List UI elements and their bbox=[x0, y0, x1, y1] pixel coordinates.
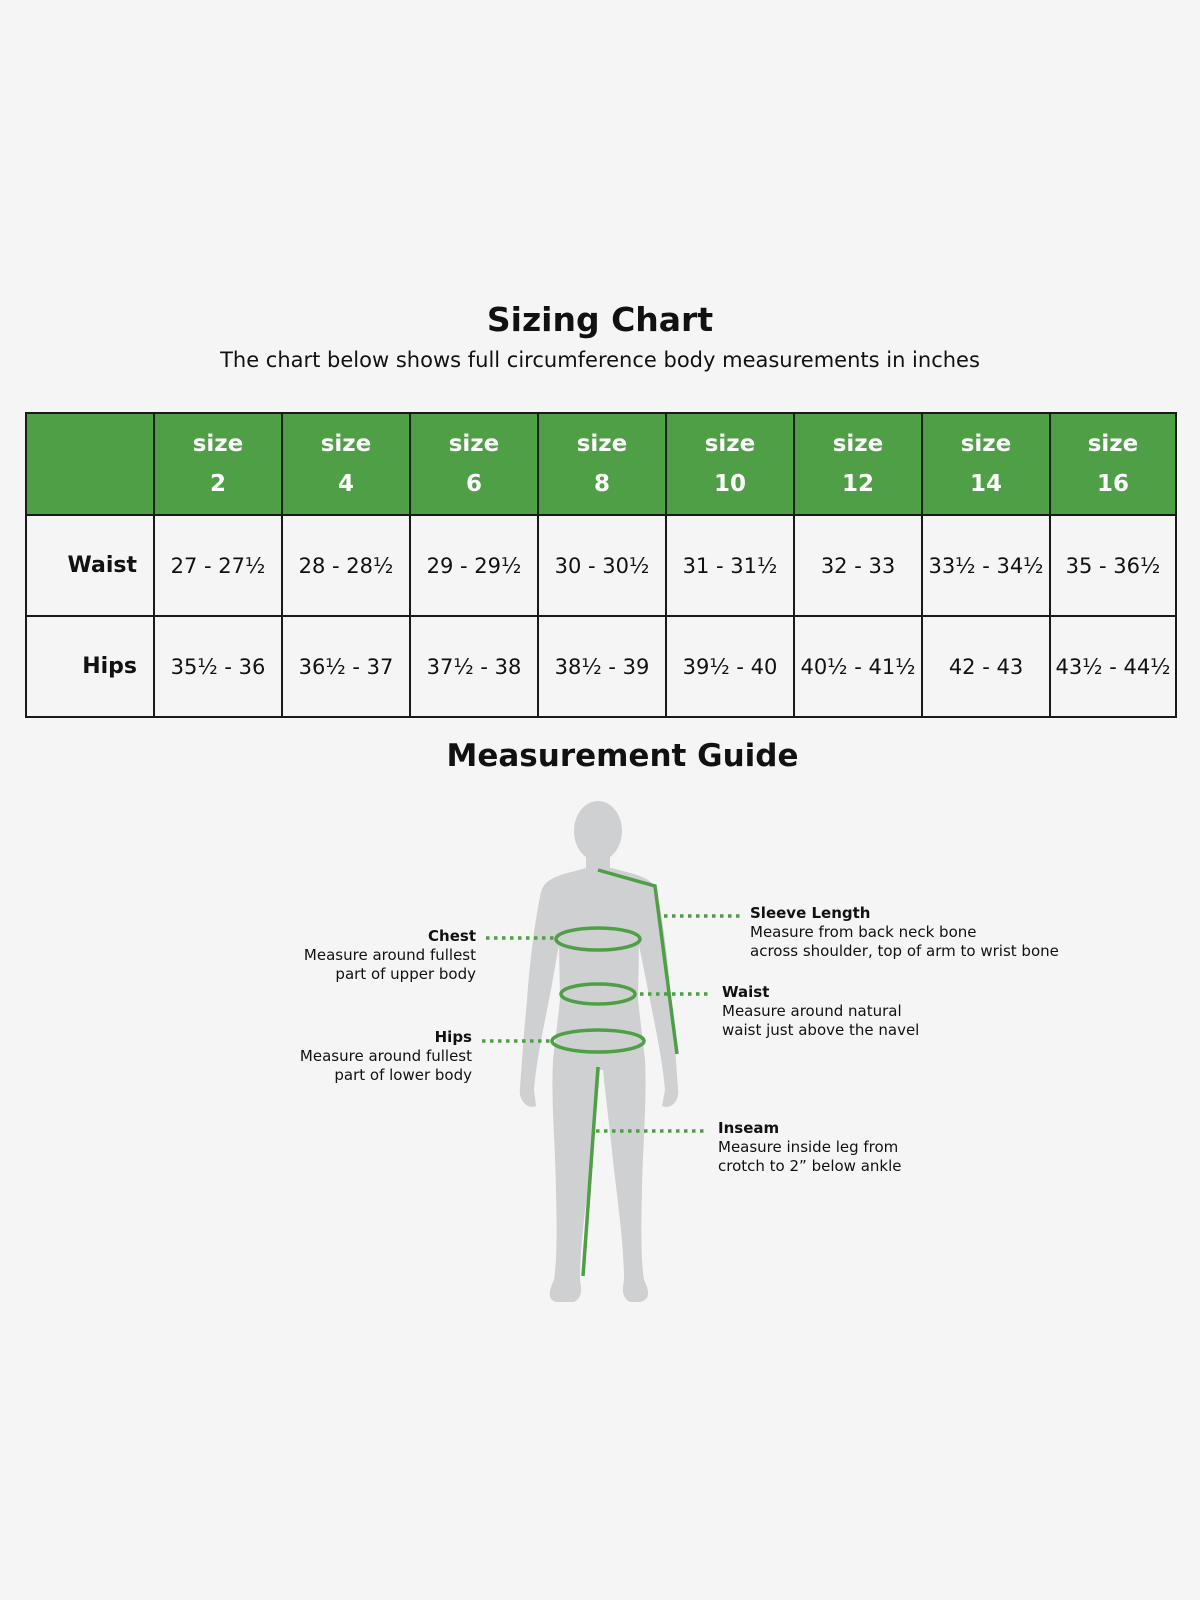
hips-description-line1: Measure around fullest bbox=[299, 1047, 472, 1065]
waist-label: Waist bbox=[722, 983, 770, 1001]
table-cell: 35½ - 36 bbox=[154, 616, 282, 717]
chest-description-line2: part of upper body bbox=[335, 965, 476, 983]
inseam-annotation bbox=[718, 1119, 1018, 1176]
hips-label: Hips bbox=[434, 1028, 472, 1046]
table-cell: 42 - 43 bbox=[922, 616, 1050, 717]
inseam-description-line1: Measure inside leg from bbox=[718, 1138, 899, 1156]
hips-annotation bbox=[226, 1028, 472, 1085]
chest-annotation bbox=[230, 927, 476, 984]
chest-description-line1: Measure around fullest bbox=[303, 946, 476, 964]
size-header: size 2 bbox=[154, 413, 282, 515]
size-header: size 8 bbox=[538, 413, 666, 515]
table-cell: 28 - 28½ bbox=[282, 515, 410, 616]
size-header: size 14 bbox=[922, 413, 1050, 515]
table-cell: 39½ - 40 bbox=[666, 616, 794, 717]
sleeve-annotation bbox=[750, 904, 1170, 961]
table-cell: 29 - 29½ bbox=[410, 515, 538, 616]
table-cell: 30 - 30½ bbox=[538, 515, 666, 616]
table-cell: 31 - 31½ bbox=[666, 515, 794, 616]
sleeve-description-line2: across shoulder, top of arm to wrist bone bbox=[750, 942, 1059, 960]
chest-label: Chest bbox=[428, 927, 476, 945]
size-header: size 6 bbox=[410, 413, 538, 515]
table-cell: 38½ - 39 bbox=[538, 616, 666, 717]
table-cell: 36½ - 37 bbox=[282, 616, 410, 717]
sleeve-description-line1: Measure from back neck bone bbox=[750, 923, 977, 941]
table-cell: 43½ - 44½ bbox=[1050, 616, 1176, 717]
table-cell: 37½ - 38 bbox=[410, 616, 538, 717]
size-header: size 10 bbox=[666, 413, 794, 515]
table-cell: 40½ - 41½ bbox=[794, 616, 922, 717]
waist-description-line2: waist just above the navel bbox=[722, 1021, 920, 1039]
table-cell: 27 - 27½ bbox=[154, 515, 282, 616]
inseam-description-line2: crotch to 2” below ankle bbox=[718, 1157, 902, 1175]
size-header: size 16 bbox=[1050, 413, 1176, 515]
table-cell: 33½ - 34½ bbox=[922, 515, 1050, 616]
sleeve-label: Sleeve Length bbox=[750, 904, 871, 922]
size-header: size 12 bbox=[794, 413, 922, 515]
hips-description-line2: part of lower body bbox=[334, 1066, 472, 1084]
guide-title: Measurement Guide bbox=[446, 738, 799, 774]
table-cell: 32 - 33 bbox=[794, 515, 922, 616]
inseam-label: Inseam bbox=[718, 1119, 780, 1137]
size-header: size 4 bbox=[282, 413, 410, 515]
table-cell: 35 - 36½ bbox=[1050, 515, 1176, 616]
row-label-waist: Waist bbox=[26, 515, 154, 616]
page-title: Sizing Chart bbox=[486, 300, 714, 339]
page-subtitle: The chart below shows full circumference body measurements in inches bbox=[220, 348, 980, 372]
waist-annotation bbox=[722, 983, 1022, 1040]
row-label-hips: Hips bbox=[26, 616, 154, 717]
waist-description-line1: Measure around natural bbox=[722, 1002, 902, 1020]
